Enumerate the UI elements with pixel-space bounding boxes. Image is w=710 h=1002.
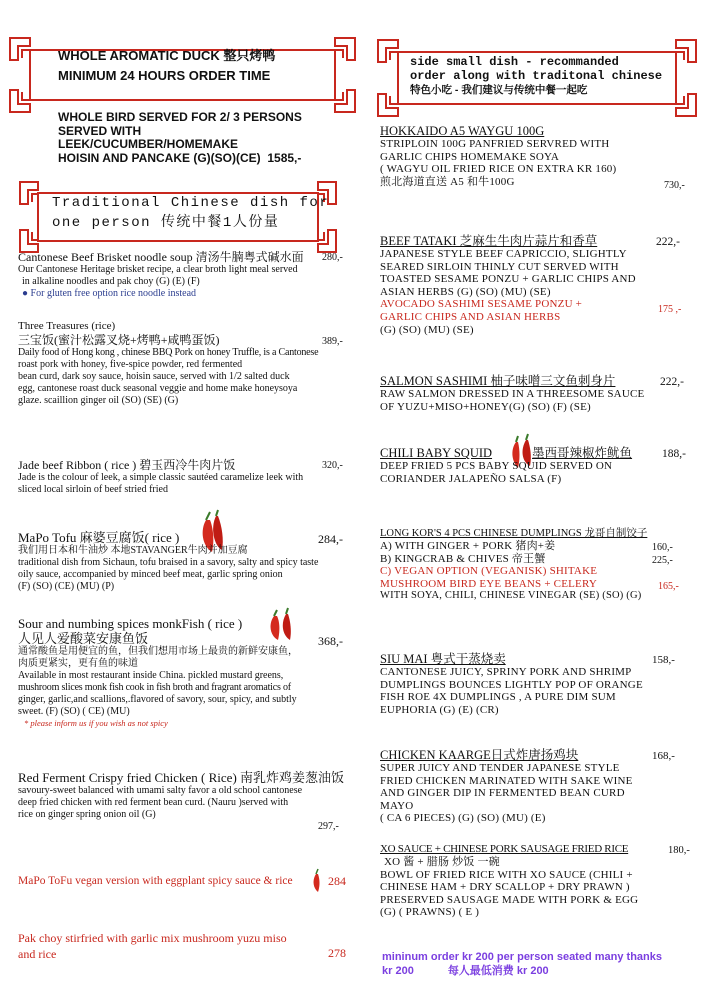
- minimum-kr: kr 200: [382, 965, 414, 977]
- item-desc: deep fried chicken with red ferment bean curd. (Nauru )served with: [18, 797, 289, 808]
- item-desc: traditional dish from Sichaun, tofu braised in a savory, salty and spicy taste: [18, 557, 319, 568]
- menu-item-three-treasures: [18, 320, 348, 407]
- item-title: [380, 446, 700, 460]
- item-desc: FRIED CHICKEN MARINATED WITH SAKE WINE: [380, 774, 633, 787]
- item-desc: STRIPLOIN 100G PANFRIED SERVRED WITH: [380, 138, 610, 150]
- item-title: HOKKAIDO A5 WAYGU 100G: [380, 124, 545, 138]
- item-price: 225,-: [652, 555, 673, 566]
- item-name: Cantonese Beef Brisket noodle soup 清汤牛腩粤式碱水面: [18, 250, 304, 264]
- item-price: 389,-: [322, 336, 343, 347]
- duck-subtitle: MINIMUM 24 HOURS ORDER TIME: [58, 68, 271, 83]
- item-price: 158,-: [652, 654, 675, 666]
- item-price: 180,-: [668, 845, 690, 856]
- item-price: 284,-: [318, 532, 343, 546]
- bullet-icon: ●: [22, 288, 31, 299]
- menu-item-brisket: [18, 250, 348, 300]
- avocado-line: GARLIC CHIPS AND ASIAN HERBS: [380, 310, 561, 323]
- item-desc: CANTONESE JUICY, SPRINY PORK AND SHRIMP: [380, 666, 632, 678]
- item-title: SALMON SASHIMI 柚子味噌三文鱼刺身片: [380, 374, 616, 388]
- item-desc: SEARED SIRLOIN THINLY CUT SERVED WITH: [380, 260, 619, 273]
- item-note: [18, 288, 348, 300]
- side-line1: side small dish - recommanded: [410, 55, 619, 69]
- duck-line: WHOLE BIRD SERVED FOR 2/ 3 PERSONS: [58, 110, 302, 124]
- item-name: Jade beef Ribbon ( rice ) 碧玉西冷牛肉片饭: [18, 458, 236, 472]
- duck-title: WHOLE AROMATIC DUCK 整只烤鸭: [58, 48, 276, 63]
- item-price: 160,-: [652, 542, 673, 553]
- item-desc: 煎北海道直送 A5 和牛100G: [380, 175, 515, 188]
- side-line3: 特色小吃 - 我们建议与传统中餐一起吃: [410, 84, 588, 96]
- item-name: MaPo Tofu 麻婆豆腐饭( rice ): [18, 530, 180, 545]
- duck-price: 1585,-: [267, 150, 302, 165]
- item-desc: DEEP FRIED 5 PCS BABY SQUID SERVED ON: [380, 460, 613, 472]
- menu-item-squid: [380, 446, 700, 485]
- item-desc: Daily food of Hong kong , chinese BBQ Pork on honey Truffle, is a Cantonese: [18, 346, 319, 358]
- spicy-note: * please inform us if you wish as not spicy: [24, 718, 168, 728]
- pak-choy-line: Pak choy stirfried with garlic mix mushroom yuzu miso: [18, 931, 287, 945]
- item-desc: GARLIC CHIPS HOMEMAKE SOYA: [380, 150, 560, 163]
- item-desc: 肉质更紧实，更有鱼的味道: [18, 658, 138, 669]
- minimum-line1: mininum order kr 200 per person seated many thanks: [382, 951, 662, 963]
- menu-item-hokkaido: [380, 124, 690, 188]
- chili-pepper-icon: [314, 869, 320, 892]
- item-desc: 我们用日本和牛油炒 本地STAVANGER牛肉并加豆腐: [18, 545, 248, 556]
- item-price: 222,-: [656, 236, 680, 248]
- pak-choy-line: and rice: [18, 947, 57, 961]
- item-desc: MAYO: [380, 799, 414, 812]
- item-subtitle: XO 酱 + 腊肠 炒饭 一碗: [384, 856, 500, 868]
- item-name: Sour and numbing spices monkFish ( rice ): [18, 616, 243, 631]
- traditional-heading: [52, 193, 329, 233]
- side-line2: order along with traditonal chinese: [410, 69, 663, 83]
- item-desc: Our Cantonese Heritage brisket recipe, a clear broth light meal served: [18, 264, 298, 275]
- item-desc: TOASTED SESAME PONZU + GARLIC CHIPS AND: [380, 273, 636, 286]
- item-desc: ( WAGYU OIL FRIED RICE ON EXTRA KR 160): [380, 163, 617, 176]
- item-desc: (F) (SO) (CE) (MU) (P): [18, 581, 115, 592]
- vegan-mapo: MaPo ToFu vegan version with eggplant spicy sauce & rice: [18, 875, 293, 887]
- pak-choy-item: [18, 930, 287, 962]
- item-desc: ASIAN HERBS (G) (SO) (MU) (SE): [380, 285, 551, 298]
- menu-item-beef-tataki: [380, 234, 695, 336]
- item-desc: in alkaline noodles and pak choy (G) (E) (F): [22, 276, 200, 287]
- item-name: Red Ferment Crispy fried Chicken ( Rice) 南乳炸鸡姜葱油饭: [18, 770, 345, 785]
- vegan-price: 284: [328, 874, 346, 888]
- item-desc: RAW SALMON DRESSED IN A THREESOME SAUCE: [380, 388, 645, 400]
- item-title: XO SAUCE + CHINESE PORK SAUSAGE FRIED RICE: [380, 843, 629, 855]
- dumpling-option: MUSHROOM BIRD EYE BEANS + CELERY: [380, 577, 598, 590]
- item-title: CHICKEN KAARGE日式炸唐扬鸡块: [380, 748, 579, 762]
- menu-item-mapo-tofu: [18, 530, 348, 593]
- menu-item-jade-beef: [18, 458, 348, 496]
- item-price: 222,-: [660, 376, 684, 388]
- item-price: 368,-: [318, 634, 343, 648]
- menu-item-xo-fried-rice: [380, 843, 700, 919]
- menu-item-monkfish: [18, 616, 353, 729]
- traditional-line1: Traditional Chinese dish for: [52, 195, 330, 211]
- dumpling-option: B) KINGCRAB & CHIVES 帝王蟹: [380, 552, 546, 565]
- item-desc: roast pork with honey, five-spice powder, red fermented: [18, 358, 243, 370]
- gluten-note: For gluten free option rice noodle instead: [30, 288, 197, 299]
- avocado-line: AVOCADO SASHIMI SESAME PONZU +: [380, 298, 583, 311]
- menu-item-salmon: [380, 374, 700, 413]
- item-desc: CORIANDER JALAPEÑO SALSA (F): [380, 472, 562, 485]
- duck-allergens: HOISIN AND PANCAKE (G)(SO)(CE): [58, 150, 261, 165]
- dumpling-option: A) WITH GINGER + PORK 猪肉+姜: [380, 540, 556, 552]
- menu-item-red-ferment-chicken: [18, 770, 353, 821]
- item-price: 730,-: [664, 180, 685, 191]
- item-desc: (G) ( PRAWNS) ( E ): [380, 906, 480, 919]
- item-title: BEEF TATAKI 芝麻生牛肉片蒜片和香草: [380, 234, 598, 248]
- minimum-line2: [382, 964, 702, 978]
- item-desc: JAPANESE STYLE BEEF CAPRICCIO, SLIGHTLY: [380, 248, 627, 260]
- dumpling-footer: WITH SOYA, CHILI, CHINESE VINEGAR (SE) (SO) (G): [380, 590, 642, 602]
- item-desc: FISH ROE 4X DUMPLINGS , A PURE DIM SUM: [380, 691, 616, 704]
- item-desc: sliced local sirloin of beef stried fried: [18, 484, 168, 495]
- item-title: SIU MAI 粤式干蒸烧卖: [380, 652, 506, 666]
- item-desc: bean curd, dark soy sauce, hoisin sauce, served with 1/2 salted duck: [18, 370, 290, 382]
- item-desc: (G) (SO) (MU) (SE): [380, 323, 474, 336]
- item-price: 168,-: [652, 750, 675, 762]
- traditional-line2: one person 传统中餐1人份量: [52, 215, 280, 231]
- item-desc: SUPER JUICY AND TENDER JAPANESE STYLE: [380, 762, 620, 774]
- pak-choy-price: 278: [328, 946, 346, 960]
- item-desc: AND GINGER DIP IN FERMENTED BEAN CURD: [380, 787, 625, 800]
- item-price: 188,-: [662, 448, 686, 460]
- item-desc: egg, cantonese roast duck seasonal veggie and home make honeysoya: [18, 382, 298, 394]
- duck-line: [58, 152, 302, 166]
- item-desc: 通常酸鱼是用便宜的鱼，但我们想用市场上最贵的新鲜安康鱼，: [18, 646, 298, 657]
- item-desc: ( CA 6 PIECES) (G) (SO) (MU) (E): [380, 812, 546, 825]
- item-desc: rice on ginger spring onion oil (G): [18, 809, 156, 820]
- side-dish-heading: [410, 55, 662, 97]
- item-desc: DUMPLINGS BOUNCES LIGHTLY POP OF ORANGE: [380, 678, 643, 691]
- item-name-cn: 人见人爱酸菜安康鱼饭: [18, 631, 149, 646]
- item-desc: BOWL OF FRIED RICE WITH XO SAUCE (CHILI +: [380, 868, 633, 881]
- duck-line: SERVED WITH: [58, 123, 142, 138]
- item-price: 165,-: [658, 581, 679, 592]
- item-desc: glaze. scaillion ginger oil (SO) (SE) (G): [18, 394, 179, 406]
- item-desc: savoury-sweet balanced with umami salty favor a old school cantonese: [18, 785, 303, 796]
- item-desc: oily sauce, accompanied by minced beef meat, garlic spring onion: [18, 569, 283, 580]
- item-desc: Available in most restaurant inside China. pickled mustard greens,: [18, 670, 284, 681]
- duck-description: [58, 111, 302, 165]
- avocado-price: 175 ,-: [658, 304, 682, 315]
- squid-title-cn: 墨西哥辣椒炸鱿鱼: [532, 446, 633, 460]
- item-price: 320,-: [322, 460, 343, 471]
- item-desc: mushroom slices monk fish cook in fish broth and fragrant aromatics of: [18, 682, 291, 693]
- item-desc: sweet. (F) (SO) ( CE) (MU): [18, 706, 130, 717]
- item-desc: CHINESE HAM + DRY SCALLOP + DRY PRAWN ): [380, 881, 630, 894]
- item-title: LONG KOR'S 4 PCS CHINESE DUMPLINGS 龙哥自制饺子: [380, 528, 648, 539]
- squid-title: CHILI BABY SQUID: [380, 446, 493, 460]
- item-desc: ginger, garlic,and scallions,.flavored of savory, sour, spicy, and subtly: [18, 694, 297, 705]
- item-desc: EUPHORIA (G) (E) (CR): [380, 703, 499, 716]
- minimum-order-note: [382, 950, 702, 978]
- item-name-cn: 三宝饭(蜜汁松露叉烧+烤鸭+咸鸭蛋饭): [18, 332, 220, 347]
- item-price: 297,-: [318, 821, 339, 832]
- minimum-cn: 每人最低消费 kr 200: [447, 965, 549, 977]
- item-price: 280,-: [322, 252, 343, 263]
- item-desc: PRESERVED SAUSAGE MADE WITH PORK & EGG: [380, 893, 639, 906]
- item-desc: Jade is the colour of leek, a simple classic sautéed caramelize leek with: [18, 472, 304, 483]
- duck-line: LEEK/CUCUMBER/HOMEMAKE: [58, 137, 238, 151]
- dumpling-option: C) VEGAN OPTION (VEGANISK) SHITAKE: [380, 565, 598, 578]
- item-desc: OF YUZU+MISO+HONEY(G) (SO) (F) (SE): [380, 400, 591, 413]
- item-name: Three Treasures (rice): [18, 320, 116, 332]
